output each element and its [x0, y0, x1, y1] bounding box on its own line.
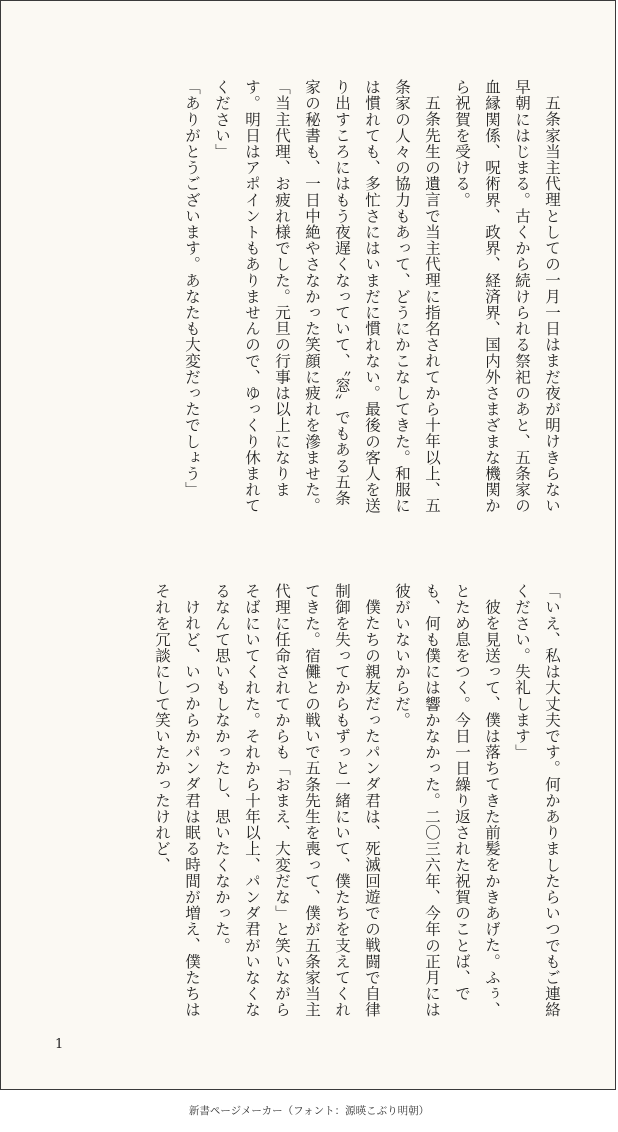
text-block-bottom: [53, 583, 567, 1019]
paragraph: 五条家当主代理としての一月一日はまだ夜が明けきらない早朝にはじまる。古くから続けられる祭祀のあと、五条家の血縁関係、呪術界、政界、経済界、国内外さまざまな機関から祝賀を受ける。: [453, 79, 561, 514]
paragraph: 僕たちの親友だったパンダ君は、死滅回遊での戦闘で自律制御を失ってからもずっと一緒にいて、僕たちを支えてくれてきた。宿儺との戦いで五条先生を喪って、僕が五条家当主代理に任命されてからも「おまえ、大変だな」と笑いながらそばにいてくれた。それから十年以上、パンダ君がいなくなるなんて思いもしなかったし、思いたくなかった。: [213, 583, 381, 1018]
page-number: 1: [55, 1037, 64, 1052]
paragraph: けれど、いつからかパンダ君は眠る時間が増え、僕たちはそれを冗談にして笑いたかったけれど、: [153, 583, 201, 1018]
paragraph: 彼を見送って、僕は落ちてきた前髪をかきあげた。ふぅ、とため息をつく。今日一日繰り返された祝賀のことば、でも、何も僕には響かなかった。二〇三六年、今年の正月には彼がいないからだ。: [393, 583, 501, 1018]
paragraph: 「当主代理、お疲れ様でした。元旦の行事は以上になります。明日はアポイントもありませんので、ゆっくり休まれてください」: [213, 79, 291, 514]
paragraph: 「いえ、私は大丈夫です。何かありましたらいつでもご連絡ください。失礼します」: [513, 583, 561, 1018]
text-block-top: [53, 79, 567, 515]
footer-caption: 新書ページメーカー（フォント：源暎こぶり明朝）: [188, 1105, 430, 1117]
paragraph: 「ありがとうございます。あなたも大変だったでしょう」: [183, 79, 201, 498]
paragraph: 五条先生の遺言で当主代理に指名されてから十年以上、五条家の人々の協力もあって、どうにかこなしてきた。和服には慣れても、多忙さにはいまだに慣れない。最後の客人を送り出すころにはもう夜遅くなっていて、〝窓〟でもある五条家の秘書も、一日中絶やさなかった笑顔に疲れを滲ませた。: [303, 79, 441, 514]
